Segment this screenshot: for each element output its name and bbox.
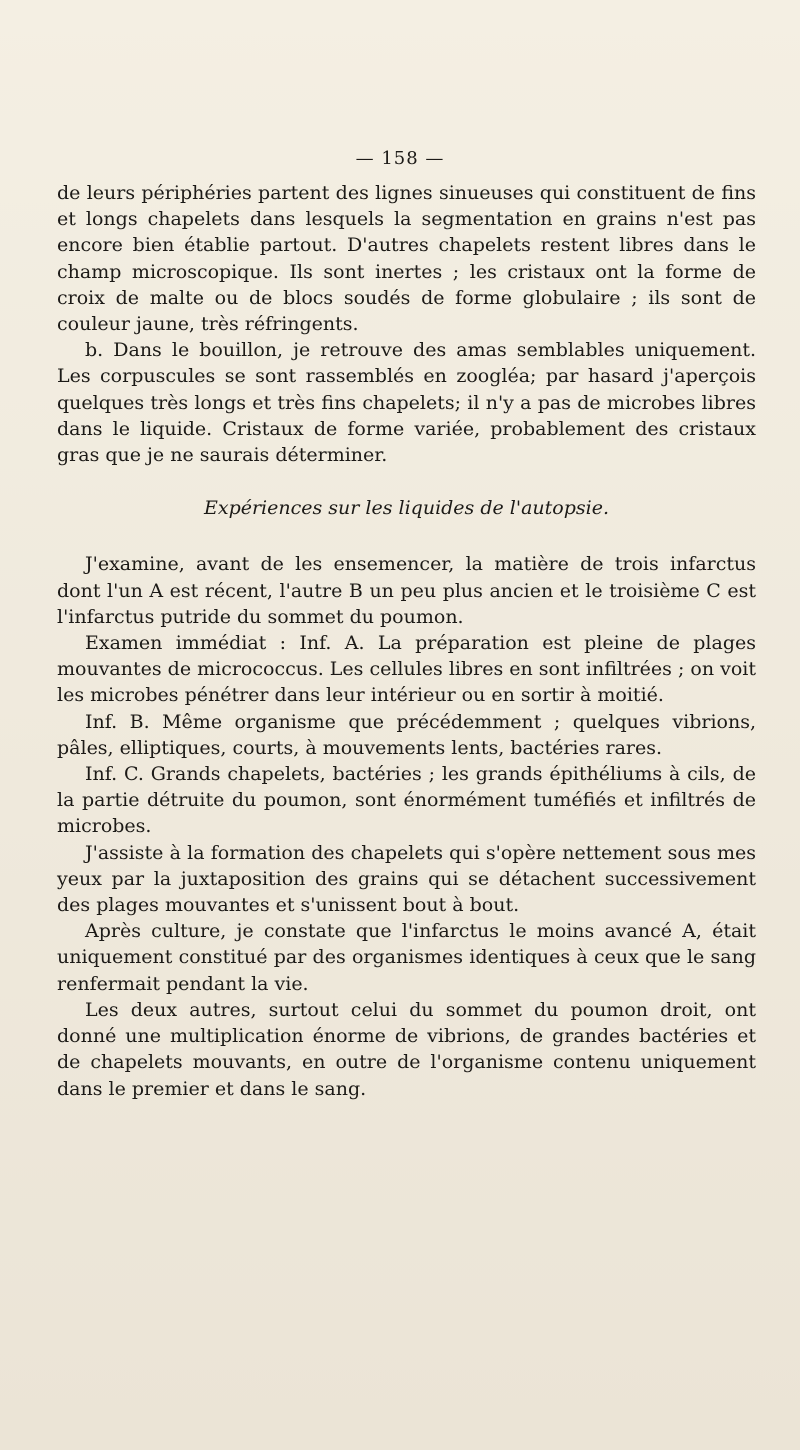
page-body [57, 180, 756, 1102]
paragraph: b. Dans le bouillon, je retrouve des amas semblables uniquement. Les corpuscules se sont rassemblés en zoogléa; par hasard j'aperçois quelques très longs et très fins chapelets; il n'y a pas de microbes libres dans le liquide. Cristaux de forme variée, probablement des cristaux gras que je ne saurais déterminer. [57, 339, 756, 467]
section-heading: Expériences sur les liquides de l'autopsie. [203, 497, 609, 520]
paragraph: Inf. C. Grands chapelets, bactéries ; les grands épithéliums à cils, de la partie détruite du poumon, sont énormément tuméfiés et infiltrés de microbes. [57, 763, 756, 838]
paragraph: J'assiste à la formation des chapelets qui s'opère nettement sous mes yeux par la juxtaposition des grains qui se détachent successivement des plages mouvantes et s'unissent bout à bout. [57, 841, 756, 917]
paragraph: Les deux autres, surtout celui du sommet du poumon droit, ont donné une multiplication énorme de vibrions, de grandes bactéries et de chapelets mouvants, en outre de l'organisme contenu uniquement dans le premier et dans le sang. [57, 998, 756, 1100]
paragraph: Après culture, je constate que l'infarctus le moins avancé A, était uniquement constitué par des organismes identiques à ceux que le sang renfermait pendant la vie. [57, 920, 756, 995]
paragraph: J'examine, avant de les ensemencer, la matière de trois infarctus dont l'un A est récent, l'autre B un peu plus ancien et le troisième C est l'infarctus putride du sommet du poumon. [57, 553, 756, 628]
paragraph: Examen immédiat : Inf. A. La préparation est pleine de plages mouvantes de micrococcus. Les cellules libres en sont infiltrées ; on voit les microbes pénétrer dans leur intérieur ou en sortir à moitié. [57, 632, 756, 707]
paragraph: de leurs périphéries partent des lignes sinueuses qui constituent de fins et longs chapelets dans lesquels la segmentation en grains n'est pas encore bien établie partout. D'autres chapelets restent libres dans le champ microscopique. Ils sont inertes ; les cristaux ont la forme de croix de malte ou de blocs soudés de forme globulaire ; ils sont de couleur jaune, très réfringents. [57, 182, 756, 336]
page-number: — 158 — [355, 148, 445, 169]
paragraph: Inf. B. Même organisme que précédemment ; quelques vibrions, pâles, elliptiques, courts, à mouvements lents, bactéries rares. [57, 710, 756, 759]
